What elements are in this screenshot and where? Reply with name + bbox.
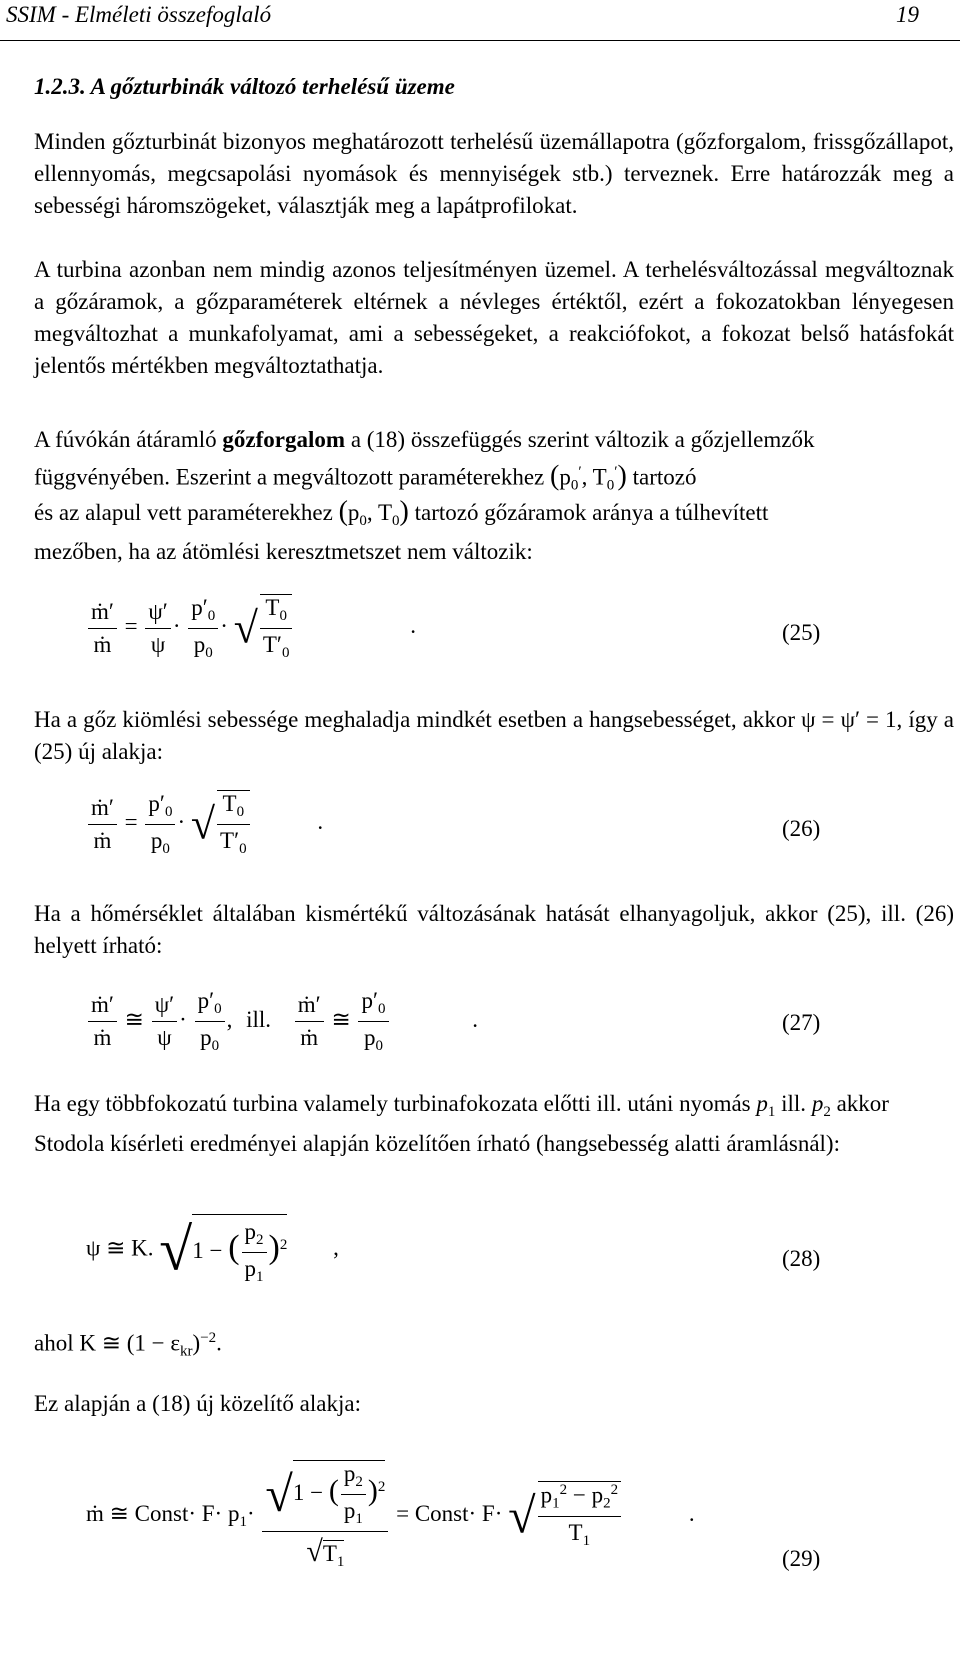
paragraph-5: Ha a hőmérséklet általában kismértékű változásának hatását elhanyagoljuk, akkor (25), ill. (26) helyett írható: [34, 901, 954, 958]
equation-number-28: (28) [782, 1246, 821, 1271]
equation-ahol: ahol K ≅ $(1 - \varepsilon_{kr})^{-2}$. [34, 1330, 222, 1360]
paragraph-2-text: A turbina azonban nem mindig azonos teljesítményen üzemel. A terhelésváltozással megváltoznak a gőzáramok, a gőzparaméterek eltérnek a névleges értéktől, ezért a fokozatokban lényegesen megváltozhat a munkafolyamat, ami a sebességeket, a reakciófokot, a fokozat belső hatásfokát jelentős mértékben megváltoztathatja. [34, 257, 954, 378]
page-number: 19 [896, 2, 919, 27]
paragraph-1: Minden gőzturbinát bizonyos meghatározott terhelésű üzemállapotra (gőzforgalom, frissgőzállapot, ellennyomás, megcsapolási nyomások és mennyiségek stb.) terveznek. Erre határozzák meg a sebességi háromszögeket, választják meg a lapátprofilokat. [34, 129, 954, 218]
equation-26: $\frac{\text{ṁ′}}{\text{ṁ}}$ = $\frac{p'_0}{p_0}$ · √ $\frac{T_0}{T'_0}$ . [86, 790, 323, 858]
equation-29: ṁ ≅ Const· $F\cdot p_1\cdot$ √1 − ( $\frac{p_2}{p_1}$ )$^2$ $√T_1$ = Const· F· √ $\frac{p_1^2 - p_2^2}{T_1}$ . [86, 1461, 695, 1570]
equation-27: $\frac{\text{ṁ′}}{\text{ṁ}}$ ≅ $\frac{\psi'}{\psi}$ · $\frac{p'_0}{p_0}$ , ill. $\frac{\text{ṁ′}}{\text{ṁ}}$ ≅ $\frac{p'_0}{p_0}$ . [86, 988, 478, 1055]
paragraph-3: A fúvókán átáramló gőzforgalom a (18) összefüggés szerint változik a gőzjellemzők függvényében. Eszerint a megváltozott paraméterekhez ($p_0'$, $T_0'$) tartozó [34, 427, 815, 494]
paragraph-7: Ez alapján a (18) új közelítő alakja: [34, 1391, 361, 1416]
page-header [0, 0, 960, 41]
equation-number-29: (29) [782, 1546, 821, 1571]
equation-28: ψ ≅ K. √1 − ( $\frac{p_2}{p_1}$ )$^2$ , [86, 1214, 339, 1286]
equation-number-27: (27) [782, 1010, 821, 1035]
paragraph-3c: mezőben, ha az átömlési keresztmetszet nem változik: [34, 539, 533, 564]
paragraph-6: Ha egy többfokozatú turbina valamely turbinafokozata előtti ill. utáni nyomás $p_1$ ill. $p_2$ akkor Stodola kísérleti eredményei alapján közelítően írható (hangsebesség alatti áramlásnál): [34, 1091, 889, 1156]
equation-number-26: (26) [782, 816, 821, 841]
paragraph-3b: és az alapul vett paraméterekhez ($p_0$, $T_0$) tartozó gőzáramok aránya a túlhevített [34, 496, 769, 529]
equation-25: $\frac{\text{ṁ′}}{\text{ṁ}}$ = $\frac{\psi'}{\psi}$ · $\frac{p'_0}{p_0}$ · √ $\frac{T_0}{T'_0}$ . [86, 594, 416, 662]
section-title: 1.2.3. A gőzturbinák változó terhelésű üzeme [34, 74, 455, 99]
paragraph-4: Ha a gőz kiömlési sebessége meghaladja mindkét esetben a hangsebességet, akkor ψ = ψ′ = 1, így a (25) új alakja: [34, 707, 954, 764]
term-gozforgalom: gőzforgalom [222, 427, 346, 452]
equation-number-25: (25) [782, 620, 821, 645]
header-title: SSIM - Elméleti összefoglaló [6, 2, 272, 27]
paragraph-2 [34, 254, 954, 382]
